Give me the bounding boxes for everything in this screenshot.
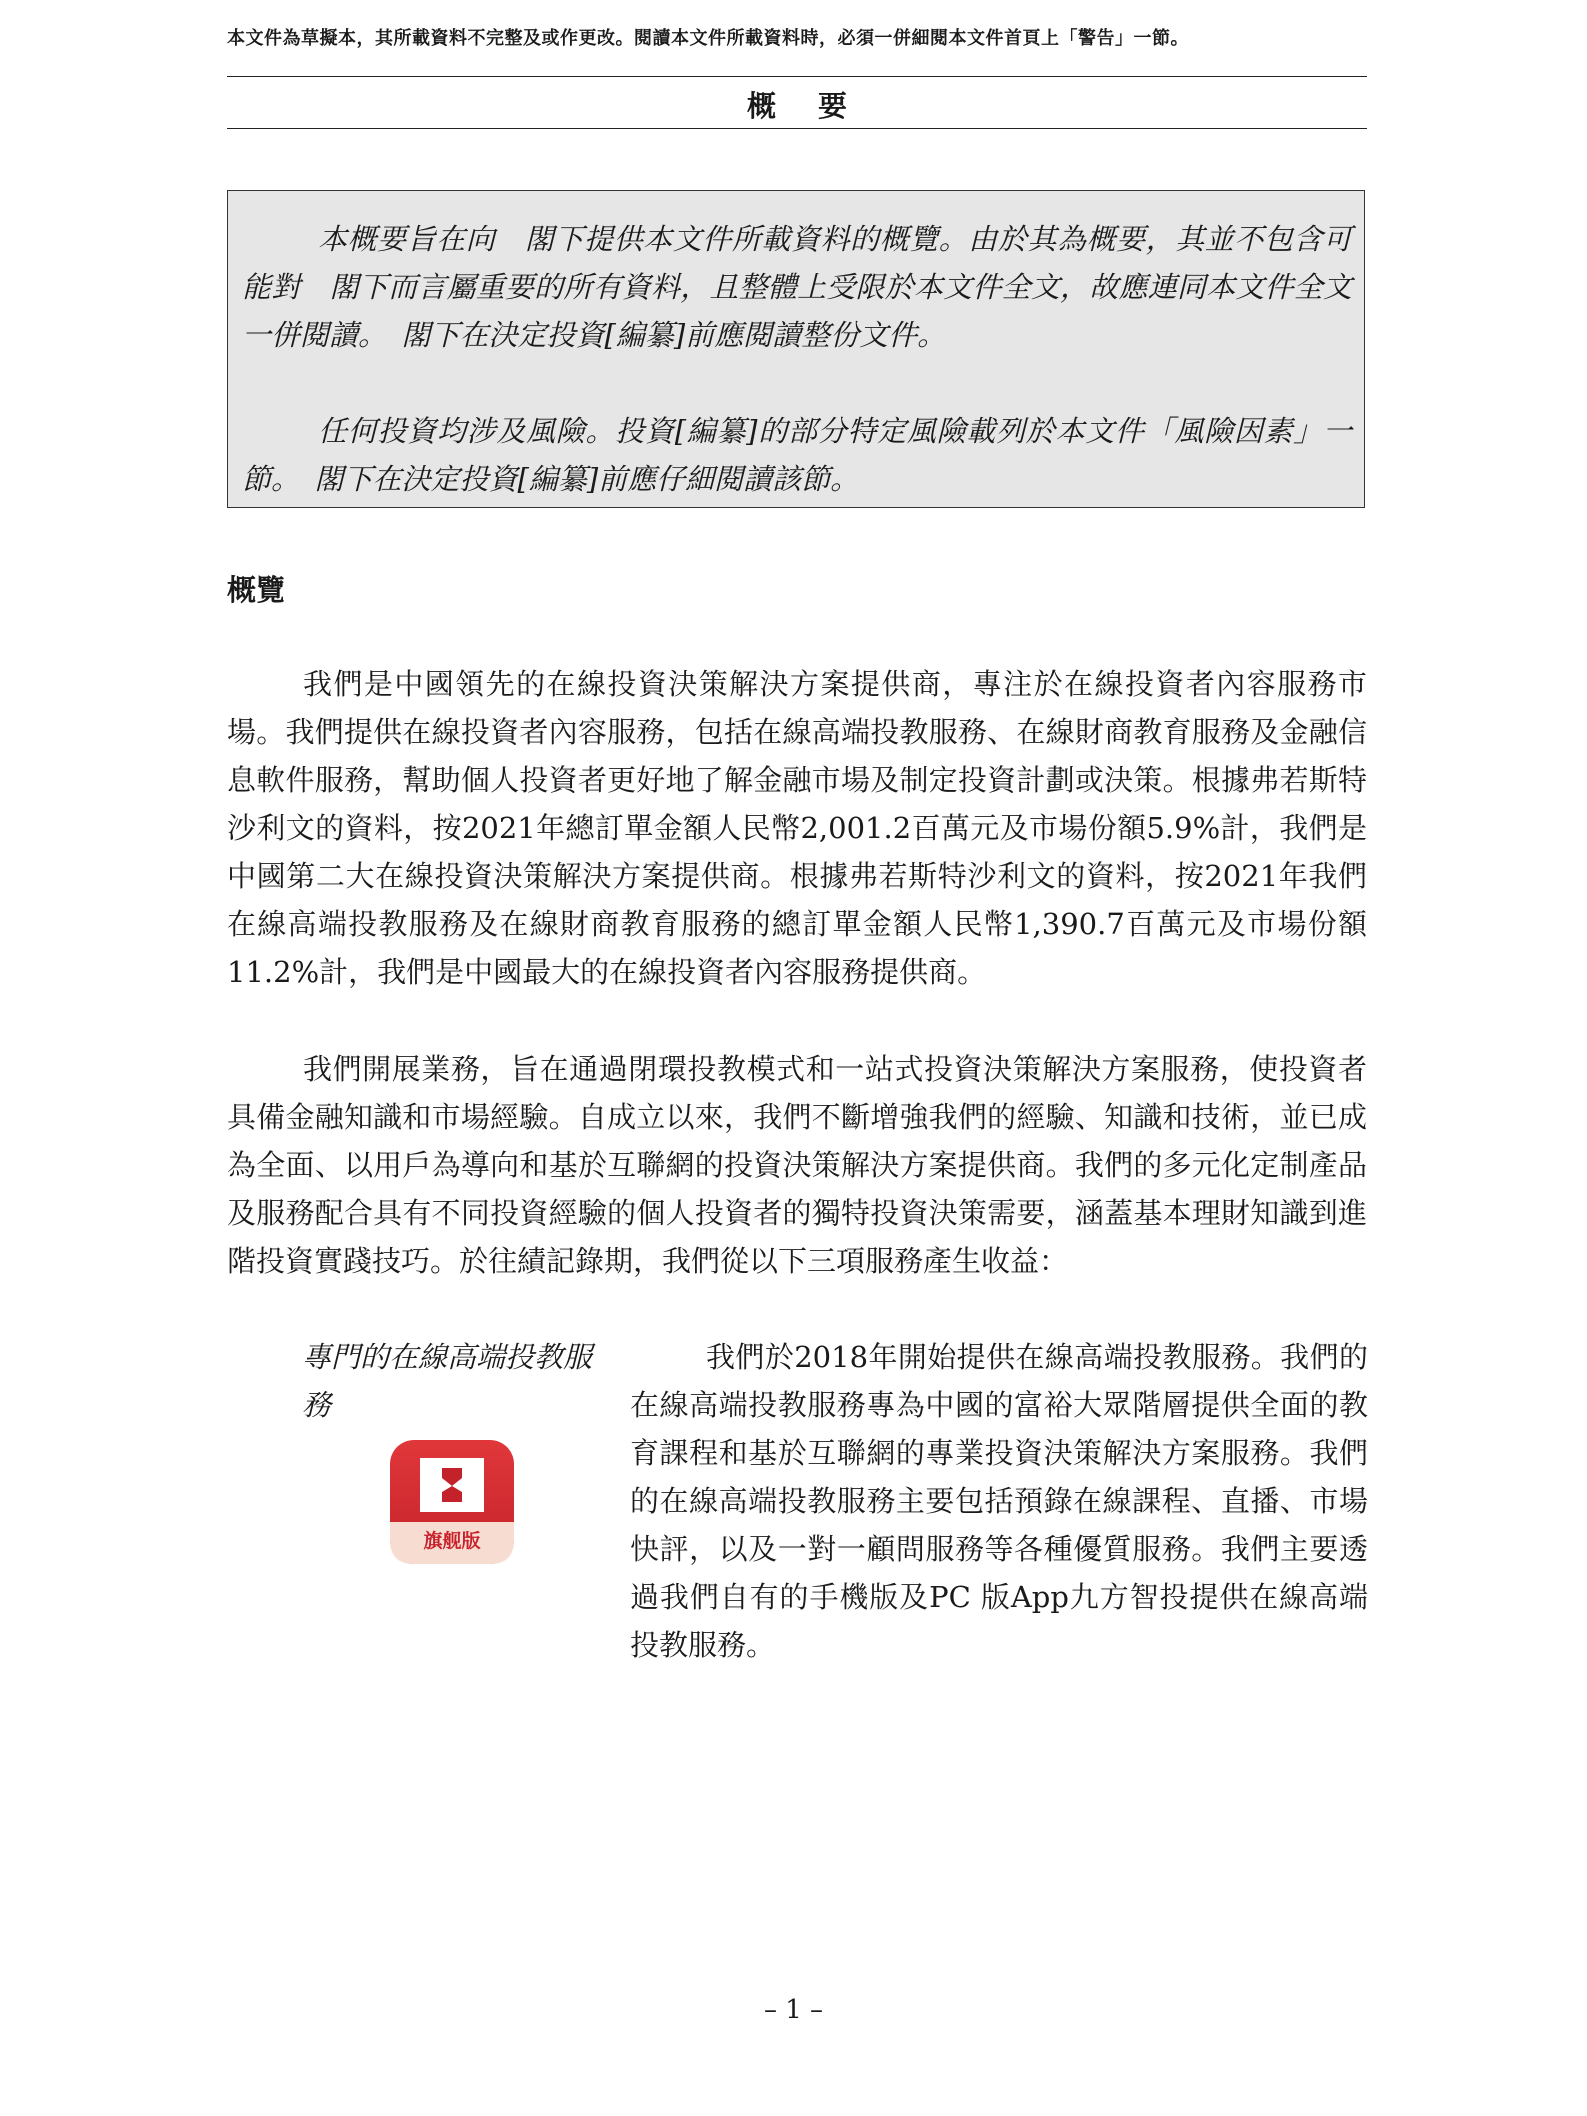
notice-paragraph-risk: 任何投資均涉及風險。投資[編纂]的部分特定風險載列於本文件「風險因素」一節。 閣下在決定投資[編纂]前應仔細閱讀該節。 bbox=[242, 414, 1352, 496]
notice-paragraph-overview: 本概要旨在向 閣下提供本文件所載資料的概覽。由於其為概要，其並不包含可能對 閣下而言屬重要的所有資料，且整體上受限於本文件全文，故應連同本文件全文一併閱讀。 閣下在決定投資[編纂]前應閱讀整份文件。 bbox=[242, 222, 1352, 352]
service-label: 專門的在線高端投教服務 bbox=[302, 1340, 593, 1422]
app-icon-caption: 旗舰版 bbox=[423, 1530, 481, 1552]
header-rule-top bbox=[227, 76, 1367, 77]
header-rule-bottom bbox=[227, 128, 1367, 129]
jiufang-app-flagship-icon bbox=[390, 1440, 514, 1564]
overview-paragraph-1: 我們是中國領先的在線投資決策解決方案提供商，專注於在線投資者內容服務市場。我們提供在線投資者內容服務，包括在線高端投教服務、在線財商教育服務及金融信息軟件服務，幫助個人投資者更好地了解金融市場及制定投資計劃或決策。根據弗若斯特沙利文的資料，按2021年總訂單金額人民幣2,001.2百萬元及市場份額5.9%計，我們是中國第二大在線投資決策解決方案提供商。根據弗若斯特沙利文的資料，按2021年我們在線高端投教服務及在線財商教育服務的總訂單金額人民幣1,390.7百萬元及市場份額11.2%計，我們是中國最大的在線投資者內容服務提供商。 bbox=[227, 667, 1367, 989]
service-description: 我們於2018年開始提供在線高端投教服務。我們的在線高端投教服務專為中國的富裕大眾階層提供全面的教育課程和基於互聯網的專業投資決策解決方案服務。我們的在線高端投教服務主要包括預錄在線課程、直播、市場快評，以及一對一顧問服務等各種優質服務。我們主要透過我們自有的手機版及PC 版App九方智投提供在線高端投教服務。 bbox=[630, 1340, 1368, 1662]
overview-heading: 概覽 bbox=[227, 573, 286, 607]
page-number: – 1 – bbox=[763, 1995, 824, 2025]
draft-disclaimer: 本文件為草擬本，其所載資料不完整及或作更改。閱讀本文件所載資料時，必須一併細閱本文件首頁上「警告」一節。 bbox=[227, 28, 1189, 49]
section-title: 概要 bbox=[746, 89, 889, 123]
overview-paragraph-2: 我們開展業務，旨在通過閉環投教模式和一站式投資決策解決方案服務，使投資者具備金融知識和市場經驗。自成立以來，我們不斷增強我們的經驗、知識和技術，並已成為全面、以用戶為導向和基於互聯網的投資決策解決方案提供商。我們的多元化定制產品及服務配合具有不同投資經驗的個人投資者的獨特投資決策需要，涵蓋基本理財知識到進階投資實踐技巧。於往績記錄期，我們從以下三項服務產生收益： bbox=[227, 1052, 1367, 1278]
summary-notice-box bbox=[227, 190, 1365, 508]
